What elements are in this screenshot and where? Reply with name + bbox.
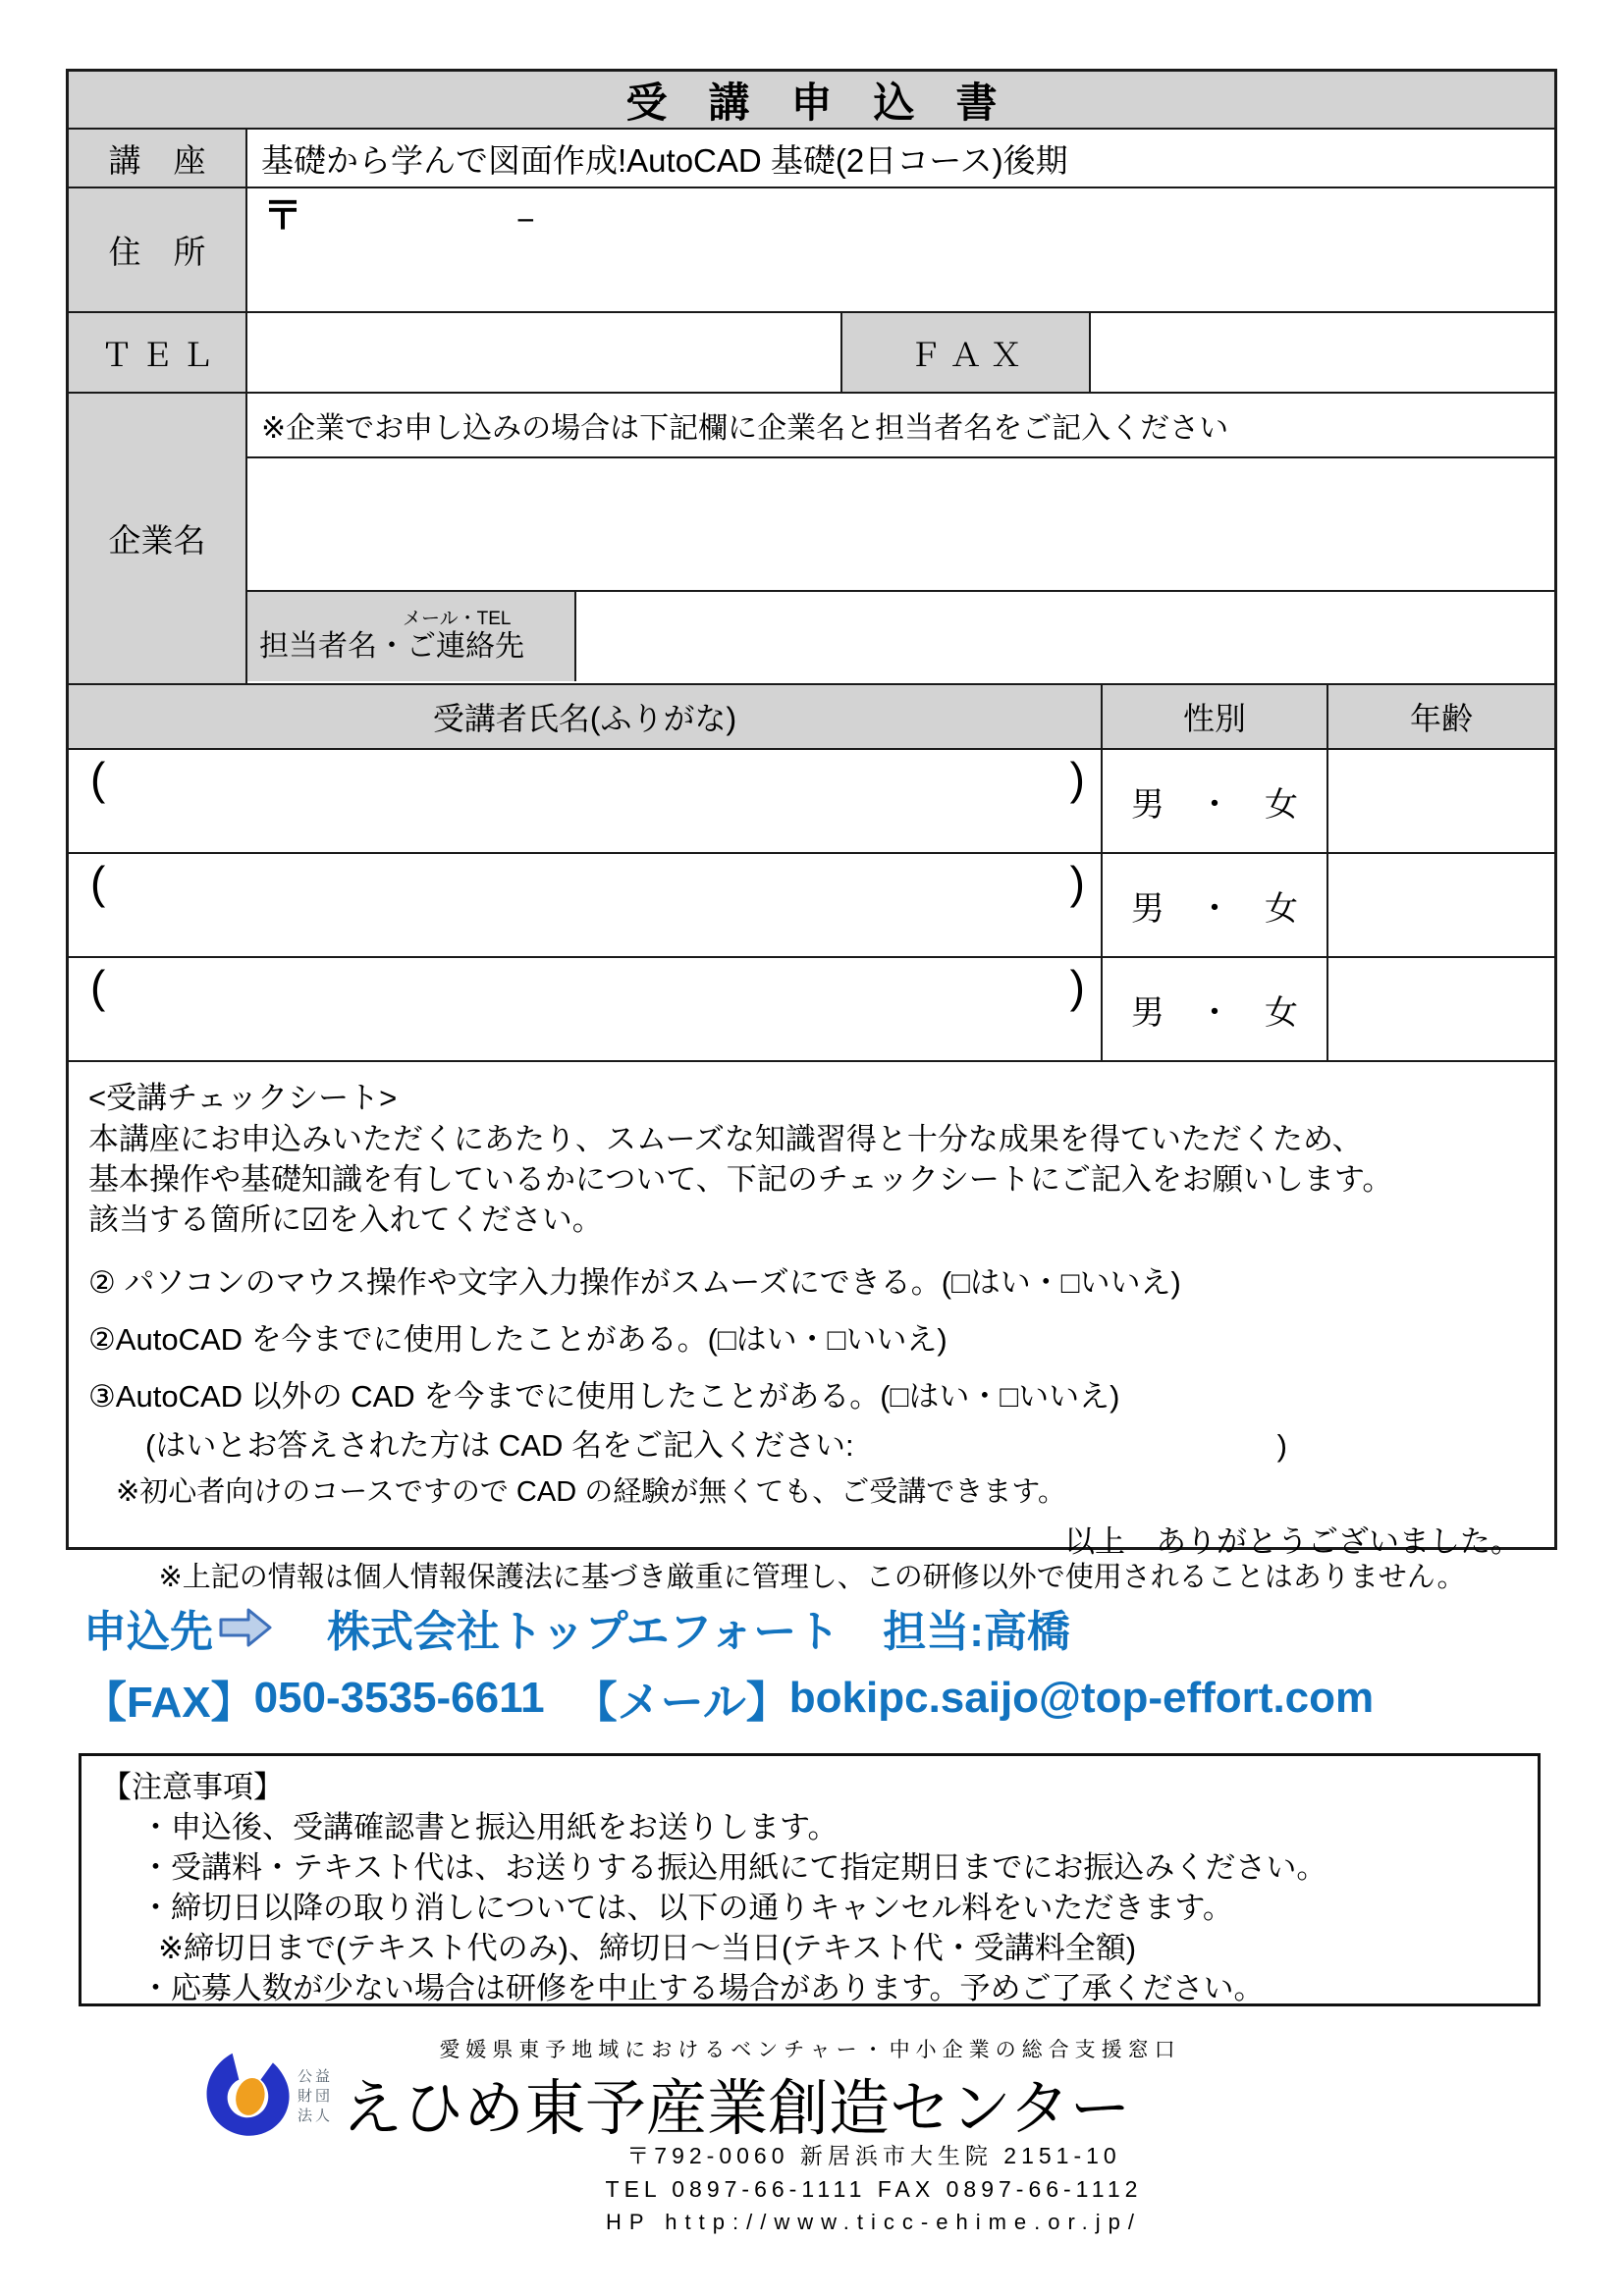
apply-company-name: 株式会社トップエフォート 担当:高橋 [327, 1608, 1070, 1656]
checksheet-intro-line-2: 基本操作や基礎知識を有しているかについて、下記のチェックシートにご記入をお願いします。 [88, 1162, 1393, 1197]
apply-fax-label: 【FAX】 [83, 1679, 254, 1727]
address-input[interactable] [245, 188, 1554, 311]
note-item-1: ・申込後、受講確認書と振込用紙をお送りします。 [140, 1810, 839, 1844]
apply-mail-label: 【メール】 [573, 1679, 789, 1727]
attendee-name-input-2[interactable] [69, 854, 1101, 956]
apply-line-2 [83, 1667, 1374, 1730]
postal-mark: 〒 [263, 194, 302, 238]
tel-fax-row [69, 311, 1554, 392]
company-section [69, 392, 1554, 683]
footer-contact-block [471, 2144, 1276, 2234]
fax-label: ＦＡＸ [840, 313, 1089, 392]
gender-header: 性別 [1101, 685, 1326, 748]
attendee-name-header: 受講者氏名(ふりがな) [69, 685, 1101, 748]
contact-method-superscript: メール・TEL [403, 609, 512, 629]
checksheet-title: <受講チェックシート> [88, 1081, 398, 1115]
apply-email-link[interactable]: bokipc.saijo@top-effort.com [788, 1674, 1375, 1722]
company-fields [245, 394, 1554, 683]
org-type-line-1: 公益 [298, 2068, 334, 2085]
tel-input[interactable] [245, 313, 840, 392]
checksheet-content [69, 1062, 1554, 1559]
company-note: ※企業でお申し込みの場合は下記欄に企業名と担当者名をご記入ください [261, 412, 1229, 445]
attendee-row-2 [69, 852, 1554, 956]
attendee-name-input-1[interactable] [69, 750, 1101, 852]
course-label: 講 座 [69, 130, 245, 187]
age-input-1[interactable] [1326, 750, 1554, 852]
fax-input[interactable] [1089, 313, 1554, 392]
cad-name-prompt: (はいとお答えされた方は CAD 名をご記入ください: [145, 1428, 854, 1463]
form-title: 受 講 申 込 書 [69, 72, 1554, 128]
gender-choice-1[interactable]: 男 ・ 女 [1101, 750, 1326, 852]
note-item-4: ※締切日まで(テキスト代のみ)、締切日〜当日(テキスト代・受講料全額) [158, 1931, 1137, 1965]
notes-title: 【注意事項】 [101, 1770, 284, 1804]
contact-person-row [247, 590, 1554, 681]
contact-person-input[interactable] [574, 592, 1554, 681]
contact-person-label: 担当者名・ご連絡先 [259, 630, 524, 663]
form-title-row [69, 72, 1554, 128]
footer-tagline: 愛媛県東予地域におけるベンチャー・中小企業の総合支援窓口 [439, 2039, 1181, 2061]
postal-code-dash: − [516, 202, 535, 238]
attendee-header-row [69, 683, 1554, 748]
beginner-note: ※初心者向けのコースですので CAD の経験が無くても、ご受講できます。 [116, 1476, 1066, 1508]
contact-person-label-cell [247, 592, 574, 681]
note-item-3: ・締切日以降の取り消しについては、以下の通りキャンセル料をいただきます。 [140, 1891, 1233, 1925]
course-row [69, 128, 1554, 187]
furigana-close-paren: ) [1069, 961, 1085, 1012]
org-logo-icon [200, 2048, 295, 2142]
checksheet-item-3[interactable]: ③AutoCAD 以外の CAD を今までに使用したことがある。(□はい・□いいえ) [88, 1379, 1120, 1414]
company-label: 企業名 [69, 394, 245, 683]
checksheet-intro-line-3: 該当する箇所に☑を入れてください。 [88, 1202, 603, 1237]
footer-tel-fax: TEL 0897-66-1111 FAX 0897-66-1112 [605, 2176, 1143, 2202]
cad-name-line [88, 1428, 1535, 1464]
attendee-row-3 [69, 956, 1554, 1060]
arrow-right-icon [219, 1606, 274, 1649]
notes-box [79, 1753, 1541, 2006]
org-type-label [298, 2067, 333, 2126]
furigana-open-paren: ( [90, 961, 106, 1012]
application-form-table [66, 69, 1557, 1559]
tel-label: ＴＥＬ [69, 313, 245, 392]
gender-choice-3[interactable]: 男 ・ 女 [1101, 958, 1326, 1060]
apply-fax-number: 050-3535-6611 [253, 1674, 545, 1722]
note-item-5: ・応募人数が少ない場合は研修を中止する場合があります。予めご了承ください。 [140, 1971, 1265, 2005]
checksheet-item-2[interactable]: ②AutoCAD を今までに使用したことがある。(□はい・□いいえ) [88, 1322, 947, 1357]
address-row [69, 187, 1554, 311]
attendee-name-input-3[interactable] [69, 958, 1101, 1060]
address-label: 住 所 [69, 188, 245, 311]
age-input-3[interactable] [1326, 958, 1554, 1060]
checksheet-closing: 以上 ありがとうございました。 [1064, 1524, 1521, 1559]
footer-postal-address: 〒792-0060 新居浜市大生院 2151-10 [626, 2143, 1121, 2168]
age-input-2[interactable] [1326, 854, 1554, 956]
org-type-line-3: 法人 [298, 2108, 334, 2124]
company-note-row [247, 394, 1554, 456]
age-header: 年齢 [1326, 685, 1554, 748]
checksheet-intro-line-1: 本講座にお申込みいただくにあたり、スムーズな知識習得と十分な成果を得ていただくため、 [88, 1122, 1363, 1156]
checksheet-section [69, 1060, 1554, 1559]
attendee-row-1 [69, 748, 1554, 852]
footer-homepage-url[interactable]: HP http://www.ticc-ehime.or.jp/ [606, 2210, 1142, 2234]
application-destination [83, 1596, 1374, 1730]
cad-name-close-paren: ) [1276, 1428, 1287, 1463]
furigana-open-paren: ( [90, 857, 106, 908]
org-type-line-2: 財団 [298, 2088, 334, 2105]
furigana-open-paren: ( [90, 753, 106, 804]
apply-to-label: 申込先 [83, 1608, 213, 1656]
note-item-2: ・受講料・テキスト代は、お送りする振込用紙にて指定期日までにお振込みください。 [140, 1850, 1327, 1885]
apply-line-1 [83, 1596, 1374, 1659]
privacy-note: ※上記の情報は個人情報保護法に基づき厳重に管理し、この研修以外で使用されることはありません。 [158, 1562, 1466, 1593]
gender-choice-2[interactable]: 男 ・ 女 [1101, 854, 1326, 956]
org-name: えひめ東予産業創造センター [342, 2075, 1131, 2143]
checksheet-item-1[interactable]: ② パソコンのマウス操作や文字入力操作がスムーズにできる。(□はい・□いいえ) [88, 1265, 1181, 1300]
company-name-input[interactable] [247, 456, 1554, 590]
furigana-close-paren: ) [1069, 857, 1085, 908]
furigana-close-paren: ) [1069, 753, 1085, 804]
course-value: 基礎から学んで図面作成!AutoCAD 基礎(2日コース)後期 [245, 130, 1554, 187]
